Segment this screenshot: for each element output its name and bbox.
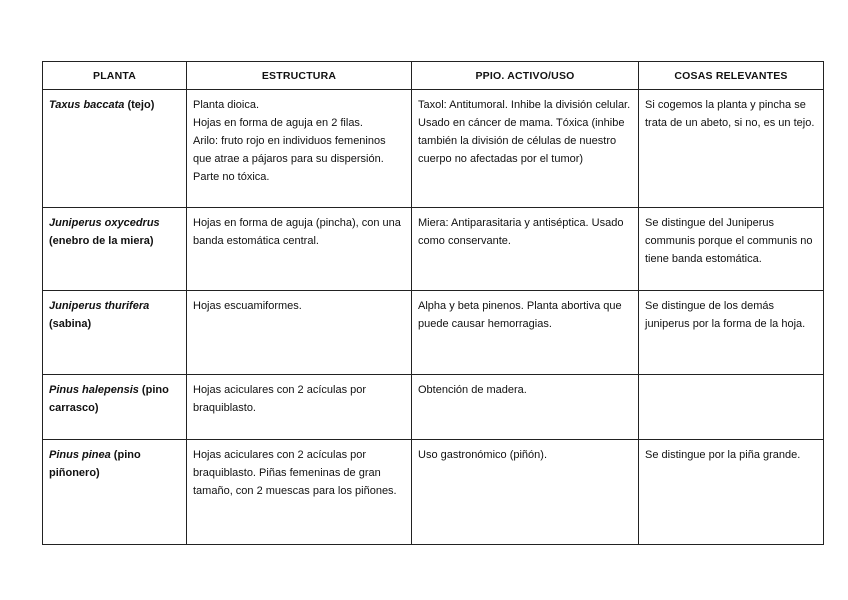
uso-cell: Miera: Antiparasitaria y antiséptica. Usado como conservante. — [412, 208, 639, 291]
plant-latin-name: Juniperus thurifera — [49, 300, 150, 312]
relevante-cell: Se distingue por la piña grande. — [639, 440, 824, 545]
plant-common-name: (pino carrasco) — [49, 384, 169, 414]
estructura-cell: Hojas aciculares con 2 acículas por braquiblasto. Piñas femeninas de gran tamaño, con 2 muescas para los piñones. — [187, 440, 412, 545]
plant-name-cell — [43, 440, 187, 545]
plant-latin-name: Pinus pinea — [49, 449, 111, 461]
plant-common-name: (pino piñonero) — [49, 449, 141, 479]
uso-cell: Uso gastronómico (piñón). — [412, 440, 639, 545]
relevante-cell — [639, 375, 824, 440]
header-ppio-activo-uso: PPIO. ACTIVO/USO — [412, 62, 639, 90]
header-planta: PLANTA — [43, 62, 187, 90]
estructura-cell: Hojas en forma de aguja (pincha), con una banda estomática central. — [187, 208, 412, 291]
plant-name-cell — [43, 291, 187, 375]
plant-name-cell — [43, 375, 187, 440]
plant-latin-name: Juniperus oxycedrus — [49, 217, 160, 229]
uso-cell: Taxol: Antitumoral. Inhibe la división celular. Usado en cáncer de mama. Tóxica (inhibe también la división de células de nuestro cuerpo no afectadas por el tumor) — [412, 90, 639, 208]
plant-name-cell — [43, 90, 187, 208]
plant-common-name: (tejo) — [124, 99, 155, 111]
plant-common-name: (sabina) — [49, 318, 92, 330]
plants-table — [42, 61, 824, 545]
table-row — [43, 440, 824, 545]
header-estructura: ESTRUCTURA — [187, 62, 412, 90]
estructura-cell: Hojas aciculares con 2 acículas por braquiblasto. — [187, 375, 412, 440]
table-row — [43, 90, 824, 208]
table-row — [43, 375, 824, 440]
plant-latin-name: Pinus halepensis — [49, 384, 139, 396]
plant-common-name: (enebro de la miera) — [49, 235, 154, 247]
estructura-cell: Hojas escuamiformes. — [187, 291, 412, 375]
plant-latin-name: Taxus baccata — [49, 99, 125, 111]
uso-cell: Obtención de madera. — [412, 375, 639, 440]
uso-cell: Alpha y beta pinenos. Planta abortiva que puede causar hemorragias. — [412, 291, 639, 375]
estructura-cell: Planta dioica. Hojas en forma de aguja en 2 filas. Arilo: fruto rojo en individuos femeninos que atrae a pájaros para su dispersión. Parte no tóxica. — [187, 90, 412, 208]
relevante-cell: Se distingue del Juniperus communis porque el communis no tiene banda estomática. — [639, 208, 824, 291]
table-header-row — [43, 62, 824, 90]
plant-name-cell — [43, 208, 187, 291]
header-cosas-relevantes: COSAS RELEVANTES — [639, 62, 824, 90]
relevante-cell: Si cogemos la planta y pincha se trata de un abeto, si no, es un tejo. — [639, 90, 824, 208]
relevante-cell: Se distingue de los demás juniperus por la forma de la hoja. — [639, 291, 824, 375]
table-row — [43, 291, 824, 375]
table-row — [43, 208, 824, 291]
